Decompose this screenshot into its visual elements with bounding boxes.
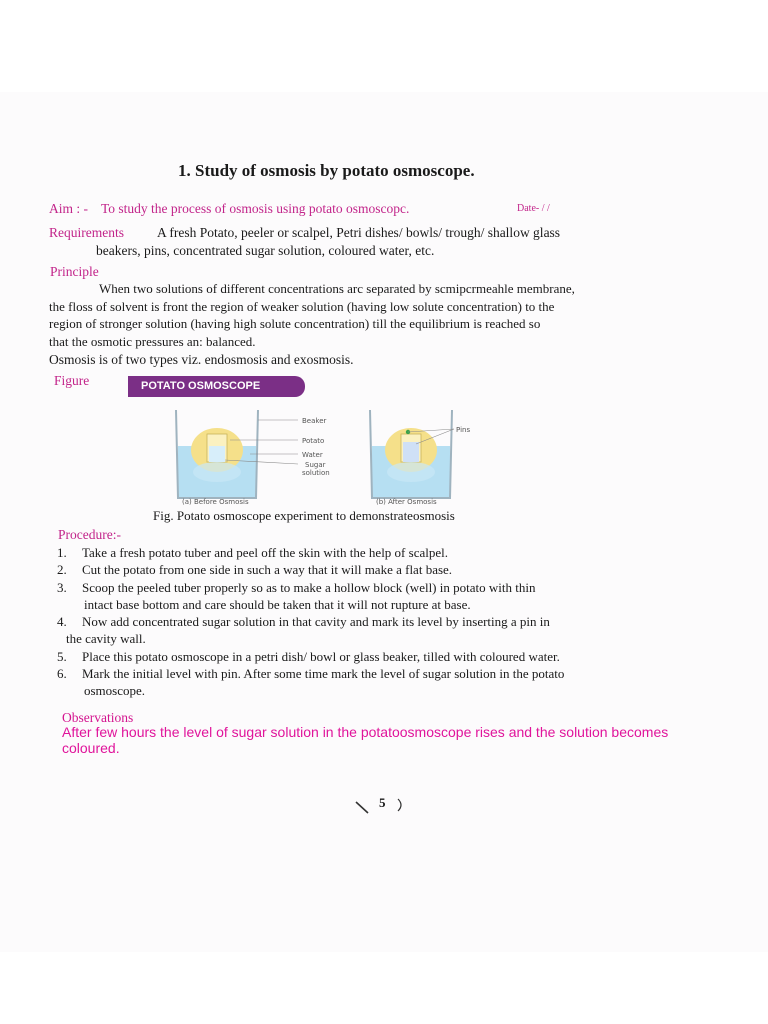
subcaption-after: (b) After Osmosis	[376, 498, 437, 506]
principle-line-1: When two solutions of different concentrations arc separated by scmipcrmeahle membrane,	[99, 281, 575, 296]
figure-caption: Fig. Potato osmoscope experiment to demonstrateosmosis	[153, 508, 455, 523]
beaker-after-osmosis	[370, 410, 452, 498]
page-mark-icon	[354, 796, 370, 816]
figure-banner: POTATO OSMOSCOPE	[128, 376, 305, 397]
sugar-label-2: solution	[302, 469, 330, 477]
beaker-label: Beaker	[302, 417, 327, 425]
aim-text: To study the process of osmosis using potato osmoscopc.	[101, 201, 410, 216]
aim-label: Aim : -	[49, 201, 88, 216]
step-text: Place this potato osmoscope in a petri dish/ bowl or glass beaker, tilled with coloured water.	[82, 649, 560, 664]
principle-label: Principle	[50, 264, 99, 279]
requirements-line-1: A fresh Potato, peeler or scalpel, Petri dishes/ bowls/ trough/ shallow glass	[157, 225, 561, 240]
step-number: 6.	[57, 666, 67, 681]
step-text: Mark the initial level with pin. After some time mark the level of sugar solution in the potato	[82, 666, 565, 681]
step-number: 1.	[57, 545, 67, 560]
step-number: 3.	[57, 580, 67, 595]
date-field: Date- / /	[517, 203, 550, 214]
page-mark-bracket-icon	[396, 797, 406, 813]
principle-line-5: Osmosis is of two types viz. endosmosis and exosmosis.	[49, 352, 354, 367]
step-text: Now add concentrated sugar solution in that cavity and mark its level by inserting a pin in	[82, 614, 550, 629]
sugar-label-1: Sugar	[305, 461, 326, 469]
potato-label: Potato	[302, 437, 325, 445]
step-text: osmoscope.	[84, 683, 146, 698]
step-text: Cut the potato from one side in such a way that it will make a flat base.	[82, 562, 453, 577]
principle-line-2: the floss of solvent is front the region of weaker solution (having low solute concentration) to the	[49, 299, 555, 314]
figure-label: Figure	[54, 373, 90, 388]
step-number: 4.	[57, 614, 67, 629]
subcaption-before: (a) Before Osmosis	[182, 498, 249, 506]
requirements-label: Requirements	[49, 225, 124, 240]
page-number: 5	[379, 795, 386, 810]
step-text: the cavity wall.	[66, 631, 146, 646]
pins-label: Pins	[456, 426, 471, 434]
step-text: Take a fresh potato tuber and peel off the skin with the help of scalpel.	[82, 545, 448, 560]
water-label: Water	[302, 451, 323, 459]
observations-label: Observations	[62, 710, 134, 725]
principle-line-4: that the osmotic pressures an: balanced.	[49, 334, 256, 349]
osmoscope-diagram	[150, 402, 510, 508]
principle-line-3: region of stronger solution (having high solute concentration) till the equilibrium is reached so	[49, 316, 541, 331]
beaker-before-osmosis	[176, 410, 258, 498]
observations-text: After few hours the level of sugar solution in the potatoosmoscope rises and the solution becomes coloured.	[62, 724, 669, 756]
requirements-line-2: beakers, pins, concentrated sugar solution, coloured water, etc.	[96, 243, 435, 258]
page-title: 1. Study of osmosis by potato osmoscope.	[178, 161, 475, 180]
step-text: intact base bottom and care should be taken that it will not rupture at base.	[84, 597, 471, 612]
step-number: 5.	[57, 649, 67, 664]
step-text: Scoop the peeled tuber properly so as to make a hollow block (well) in potato with thin	[82, 580, 536, 595]
step-number: 2.	[57, 562, 67, 577]
procedure-label: Procedure:-	[58, 527, 121, 542]
